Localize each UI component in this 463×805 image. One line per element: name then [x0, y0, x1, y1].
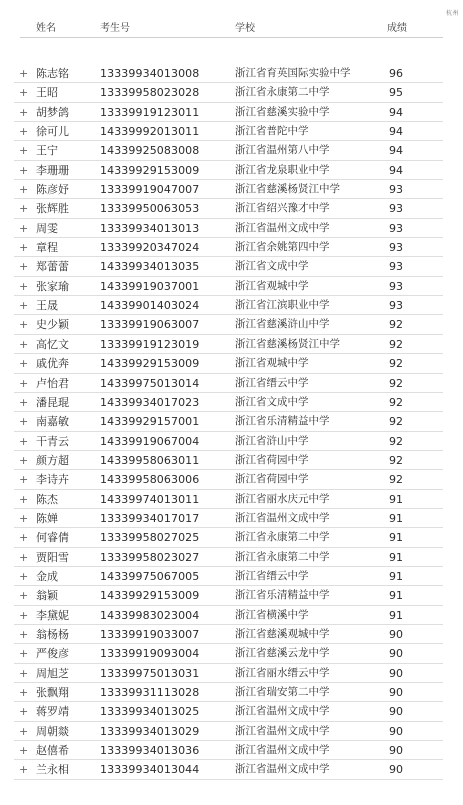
table-row	[14, 644, 443, 663]
cell-id: 14339929153009	[100, 589, 200, 603]
expand-icon[interactable]: +	[19, 183, 29, 197]
table-row	[14, 451, 443, 470]
cell-id: 13339919033007	[100, 627, 200, 641]
cell-name: 兰永相	[36, 763, 69, 777]
cell-score: 92	[389, 453, 403, 467]
cell-school: 浙江省慈溪杨贤江中学	[235, 337, 340, 350]
cell-id: 13339919063007	[100, 318, 200, 332]
cell-score: 92	[389, 357, 403, 371]
cell-score: 91	[389, 589, 403, 603]
expand-icon[interactable]: +	[19, 337, 29, 351]
expand-icon[interactable]: +	[19, 569, 29, 583]
cell-score: 95	[389, 86, 403, 100]
expand-icon[interactable]: +	[19, 647, 29, 661]
expand-icon[interactable]: +	[19, 666, 29, 680]
cell-school: 浙江省温州文成中学	[235, 724, 330, 737]
cell-school: 浙江省温州文成中学	[235, 763, 330, 776]
cell-id: 13339934013025	[100, 705, 200, 719]
cell-school: 浙江省乐清精益中学	[235, 589, 330, 602]
table-row	[14, 722, 443, 741]
cell-school: 浙江省文成中学	[235, 260, 309, 273]
table-row	[14, 180, 443, 199]
cell-name: 何睿倩	[36, 531, 69, 545]
cell-school: 浙江省温州文成中学	[235, 511, 330, 524]
cell-score: 94	[389, 163, 403, 177]
cell-score: 93	[389, 221, 403, 235]
cell-name: 李黛妮	[36, 608, 69, 622]
cell-school: 浙江省温州第八中学	[235, 144, 330, 157]
cell-id: 13339919093004	[100, 647, 200, 661]
cell-school: 浙江省丽水缙云中学	[235, 666, 330, 679]
expand-icon[interactable]: +	[19, 221, 29, 235]
cell-name: 张飘翔	[36, 686, 69, 699]
expand-icon[interactable]: +	[19, 163, 29, 177]
cell-name: 潘昆琨	[36, 395, 69, 409]
expand-icon[interactable]: +	[19, 86, 29, 100]
expand-icon[interactable]: +	[19, 434, 29, 448]
cell-name: 周旭芝	[36, 666, 69, 680]
cell-score: 91	[389, 511, 403, 525]
expand-icon[interactable]: +	[19, 744, 29, 758]
cell-score: 94	[389, 144, 403, 158]
table-row	[14, 567, 443, 586]
cell-school: 浙江省慈溪杨贤江中学	[235, 183, 340, 196]
cell-id: 13339958023027	[100, 550, 200, 564]
expand-icon[interactable]: +	[19, 550, 29, 564]
cell-name: 翁颖	[36, 589, 58, 603]
expand-icon[interactable]: +	[19, 125, 29, 139]
cell-name: 史少颖	[36, 318, 69, 332]
cell-name: 周雯	[36, 221, 58, 235]
table-row	[14, 374, 443, 393]
cell-name: 高忆文	[36, 337, 69, 351]
table-row	[14, 412, 443, 431]
cell-name: 周朝燚	[36, 724, 69, 738]
table-row	[14, 354, 443, 373]
cell-id: 14339975013014	[100, 376, 200, 390]
expand-icon[interactable]: +	[19, 144, 29, 158]
header-score: 成绩	[387, 23, 407, 34]
cell-name: 王宁	[36, 144, 58, 158]
table-row	[14, 141, 443, 160]
cell-score: 91	[389, 608, 403, 622]
cell-score: 92	[389, 434, 403, 448]
cell-score: 93	[389, 183, 403, 197]
header-school: 学校	[235, 23, 255, 34]
cell-id: 13339975013031	[100, 666, 200, 680]
expand-icon[interactable]: +	[19, 589, 29, 603]
expand-icon[interactable]: +	[19, 202, 29, 216]
cell-name: 李诗卉	[36, 473, 69, 487]
cell-score: 92	[389, 473, 403, 487]
cell-score: 92	[389, 337, 403, 351]
cell-name: 郑蕾蕾	[36, 260, 69, 274]
table-row	[14, 586, 443, 605]
cell-id: 14339929153009	[100, 357, 200, 371]
table-row	[14, 702, 443, 721]
cell-score: 90	[389, 763, 403, 777]
corner-note: 杭州	[445, 10, 459, 17]
cell-school: 浙江省龙泉职业中学	[235, 163, 330, 176]
expand-icon[interactable]: +	[19, 511, 29, 525]
expand-icon[interactable]: +	[19, 299, 29, 313]
cell-name: 严俊彦	[36, 647, 69, 661]
cell-name: 章程	[36, 241, 58, 255]
cell-score: 93	[389, 241, 403, 255]
cell-id: 13339934013013	[100, 221, 200, 235]
cell-score: 90	[389, 627, 403, 641]
expand-icon[interactable]: +	[19, 260, 29, 274]
table-row	[14, 683, 443, 702]
cell-id: 14339958063011	[100, 453, 200, 467]
cell-name: 陈婵	[36, 511, 58, 525]
cell-name: 赵僖希	[36, 744, 69, 758]
cell-id: 13339919047007	[100, 183, 200, 197]
cell-name: 王昭	[36, 86, 58, 100]
cell-id: 14339983023004	[100, 608, 200, 622]
cell-name: 卢怡君	[36, 376, 69, 390]
cell-id: 14339919037001	[100, 279, 200, 293]
expand-icon[interactable]: +	[19, 241, 29, 255]
cell-school: 浙江省慈溪浒山中学	[235, 318, 330, 331]
cell-name: 张家瑜	[36, 279, 69, 293]
results-table	[0, 64, 463, 780]
table-row	[14, 606, 443, 625]
table-row	[14, 257, 443, 276]
cell-id: 14339974013011	[100, 492, 200, 506]
expand-icon[interactable]: +	[19, 67, 29, 80]
cell-name: 陈杰	[36, 492, 58, 506]
expand-icon[interactable]: +	[19, 492, 29, 506]
table-row	[14, 548, 443, 567]
cell-score: 94	[389, 125, 403, 139]
table-row	[14, 122, 443, 141]
cell-name: 陈彦妤	[36, 183, 69, 197]
expand-icon[interactable]: +	[19, 608, 29, 622]
table-row	[14, 528, 443, 547]
cell-school: 浙江省缙云中学	[235, 376, 309, 389]
cell-id: 13339931113028	[100, 686, 200, 699]
cell-score: 94	[389, 105, 403, 119]
header-name: 姓名	[36, 23, 56, 34]
cell-score: 90	[389, 686, 403, 699]
cell-name: 王晟	[36, 299, 58, 313]
cell-school: 浙江省温州文成中学	[235, 705, 330, 718]
cell-school: 浙江省瑞安第二中学	[235, 686, 330, 698]
cell-school: 浙江省育英国际实验中学	[235, 67, 351, 79]
cell-id: 13339958023028	[100, 86, 200, 100]
expand-icon[interactable]: +	[19, 376, 29, 390]
expand-icon[interactable]: +	[19, 627, 29, 641]
cell-score: 92	[389, 415, 403, 429]
cell-score: 90	[389, 724, 403, 738]
cell-id: 13339934013029	[100, 724, 200, 738]
cell-school: 浙江省绍兴豫才中学	[235, 202, 330, 215]
cell-score: 91	[389, 569, 403, 583]
cell-name: 干青云	[36, 434, 69, 448]
cell-name: 李珊珊	[36, 163, 69, 177]
cell-score: 96	[389, 67, 403, 80]
cell-school: 浙江省横溪中学	[235, 608, 309, 621]
cell-name: 贾阳雪	[36, 550, 69, 564]
table-row	[14, 509, 443, 528]
cell-id: 14339929157001	[100, 415, 200, 429]
expand-icon[interactable]: +	[19, 705, 29, 719]
expand-icon[interactable]: +	[19, 531, 29, 545]
table-row	[14, 296, 443, 315]
cell-school: 浙江省荷园中学	[235, 453, 309, 466]
cell-id: 13339919123019	[100, 337, 200, 351]
cell-school: 浙江省永康第二中学	[235, 550, 330, 563]
expand-icon[interactable]: +	[19, 686, 29, 699]
table-row	[14, 83, 443, 102]
cell-id: 14339929153009	[100, 163, 200, 177]
table-row	[14, 238, 443, 257]
cell-name: 颜方超	[36, 453, 69, 467]
cell-school: 浙江省温州文成中学	[235, 221, 330, 234]
table-row	[14, 161, 443, 180]
expand-icon[interactable]: +	[19, 318, 29, 332]
cell-id: 13339934013044	[100, 763, 200, 777]
cell-school: 浙江省温州文成中学	[235, 744, 330, 757]
cell-name: 翁杨杨	[36, 627, 69, 641]
cell-id: 14339934013035	[100, 260, 200, 274]
table-row	[14, 625, 443, 644]
table-row	[14, 219, 443, 238]
cell-name: 胡梦鸽	[36, 105, 69, 119]
cell-score: 91	[389, 531, 403, 545]
table-row	[14, 741, 443, 760]
cell-school: 浙江省观城中学	[235, 279, 309, 292]
table-header	[0, 19, 463, 35]
cell-school: 浙江省乐清精益中学	[235, 415, 330, 428]
table-row	[14, 664, 443, 683]
cell-id: 13339919123011	[100, 105, 200, 119]
cell-score: 92	[389, 395, 403, 409]
cell-school: 浙江省慈溪实验中学	[235, 105, 330, 118]
cell-score: 90	[389, 666, 403, 680]
cell-id: 14339975067005	[100, 569, 200, 583]
cell-score: 93	[389, 260, 403, 274]
cell-score: 93	[389, 202, 403, 216]
cell-name: 徐可儿	[36, 125, 69, 139]
cell-score: 90	[389, 647, 403, 661]
cell-id: 14339992013011	[100, 125, 200, 139]
cell-name: 陈志铭	[36, 67, 69, 80]
cell-id: 13339950063053	[100, 202, 200, 216]
cell-school: 浙江省余姚第四中学	[235, 241, 330, 254]
cell-id: 13339934017017	[100, 511, 200, 525]
expand-icon[interactable]: +	[19, 453, 29, 467]
cell-id: 14339934017023	[100, 395, 200, 409]
cell-score: 92	[389, 376, 403, 390]
cell-name: 南嘉敏	[36, 415, 69, 429]
cell-score: 90	[389, 705, 403, 719]
cell-school: 浙江省慈溪云龙中学	[235, 647, 330, 660]
header-divider	[20, 37, 443, 38]
cell-name: 蒋罗靖	[36, 705, 69, 719]
table-row	[14, 490, 443, 509]
cell-id: 14339901403024	[100, 299, 200, 313]
cell-id: 13339934013008	[100, 67, 200, 80]
expand-icon[interactable]: +	[19, 357, 29, 371]
cell-name: 戚优奔	[36, 357, 69, 371]
cell-school: 浙江省永康第二中学	[235, 86, 330, 99]
expand-icon[interactable]: +	[19, 415, 29, 429]
cell-score: 90	[389, 744, 403, 758]
cell-school: 浙江省浒山中学	[235, 434, 309, 447]
expand-icon[interactable]: +	[19, 763, 29, 777]
expand-icon[interactable]: +	[19, 105, 29, 119]
table-row	[14, 760, 443, 779]
cell-id: 14339958063006	[100, 473, 200, 487]
cell-id: 13339958027025	[100, 531, 200, 545]
cell-id: 13339934013036	[100, 744, 200, 758]
cell-name: 金成	[36, 569, 58, 583]
cell-id: 14339925083008	[100, 144, 200, 158]
cell-school: 浙江省永康第二中学	[235, 531, 330, 544]
table-row	[14, 470, 443, 489]
table-row	[14, 103, 443, 122]
cell-id: 14339919067004	[100, 434, 200, 448]
cell-score: 91	[389, 550, 403, 564]
cell-name: 张辉胜	[36, 202, 69, 216]
expand-icon[interactable]: +	[19, 473, 29, 487]
cell-school: 浙江省普陀中学	[235, 125, 309, 138]
cell-school: 浙江省文成中学	[235, 395, 309, 408]
cell-school: 浙江省江滨职业中学	[235, 299, 330, 312]
table-row	[14, 393, 443, 412]
cell-school: 浙江省观城中学	[235, 357, 309, 370]
expand-icon[interactable]: +	[19, 279, 29, 293]
expand-icon[interactable]: +	[19, 724, 29, 738]
cell-id: 13339920347024	[100, 241, 200, 255]
table-row	[14, 64, 443, 83]
expand-icon[interactable]: +	[19, 395, 29, 409]
table-row	[14, 277, 443, 296]
cell-score: 92	[389, 318, 403, 332]
cell-score: 93	[389, 299, 403, 313]
table-row	[14, 199, 443, 218]
cell-school: 浙江省荷园中学	[235, 473, 309, 486]
table-row	[14, 432, 443, 451]
table-row	[14, 335, 443, 354]
cell-school: 浙江省缙云中学	[235, 569, 309, 582]
cell-score: 93	[389, 279, 403, 293]
cell-school: 浙江省慈溪观城中学	[235, 627, 330, 640]
header-id: 考生号	[100, 23, 130, 34]
cell-score: 91	[389, 492, 403, 506]
table-row	[14, 315, 443, 334]
cell-school: 浙江省丽水庆元中学	[235, 492, 330, 505]
